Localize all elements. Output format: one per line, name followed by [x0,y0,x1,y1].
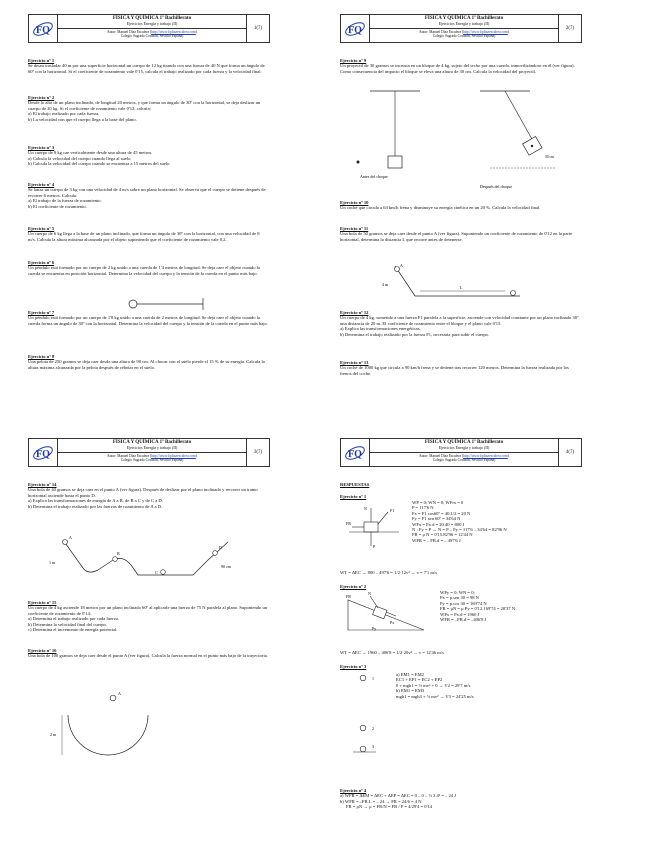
exercise-part-a: a) Determina el trabajo realizado por cada fuerza. [28,616,120,622]
answers-title: RESPUESTAS [340,482,370,487]
exercise-9 [340,58,580,74]
exercise-part-a: a) Explica las transformaciones de energía de A a B, de B a C y de C a D. [28,498,163,504]
exercise-8 [28,354,268,370]
exercise-title: Ejercicio nº 7 [28,310,55,315]
svg-text:N: N [364,506,367,511]
exercise-title: Ejercicio nº 1 [28,58,55,63]
author-prefix: Autor: Manuel Díaz Escalera ( [107,30,152,34]
exercise-1 [28,58,268,74]
answer-2-lines: WPy = 0; WN = 0; Px = p.sen 30 = 98 N Py = p.cos 30 = 169'74 N FR = μN = μ Py = 0'12.169'74 = 20'37 N WPx = Px.d = 1960 J WFR = –FR.d = –406'8 J [440,590,516,623]
answer-2-incline-diagram [344,590,434,638]
height-label: 30 cm [545,155,554,159]
exercise-7 [28,310,268,326]
exercise-title: Ejercicio nº 8 [28,354,55,359]
exercise-part-a: a) El trabajo realizado por cada fuerza. [28,111,100,117]
answer-1 [340,494,580,575]
school: Colegio Sagrado Corazón, Sevilla (España) [120,34,184,39]
page-number: 4(7) [558,439,581,466]
svg-text:P: P [373,544,376,549]
point-d-label: D [219,545,222,550]
exercise-12 [340,310,580,337]
exercise-text: Un cuerpo de 4 kg, sometido a una fuerza F1 paralela a la superficie, asciende con velocidad constante por un plano inclinado 30º una distancia de 20 m. El coeficiente de rozamiento entre el bloque y el plano vale 0'15. [340,315,579,326]
exercise-15 [28,600,268,632]
exercise-14 [28,482,268,509]
svg-text:Px: Px [390,620,395,625]
height-2-label: 90 cm [221,564,231,569]
after-label: Después del choque [480,184,512,189]
exercise-16 [28,648,268,659]
exercise-part-a: a) Explica las transformaciones energéticas. [340,326,421,332]
exercise-title: Ejercicio nº 3 [28,145,55,150]
answer-title: Ejercicio nº 2 [340,584,367,589]
exercise-5 [28,226,268,242]
exercise-title: Ejercicio nº 10 [340,200,369,205]
author-link[interactable]: http://www.fqdiazescalera.com [463,454,508,458]
svg-text:FR: FR [346,594,351,599]
point-c-label: C [155,570,158,575]
header-subtitle: Ejercicios Energía y trabajo (II) [438,444,490,450]
exercise-text: Se lanza un cuerpo de 3 kg con una velocidad de 4 m/s sobre un plano horizontal. Se observa que el cuerpo se detiene después de recorrer 6 metros. Calcula: [28,187,266,198]
answer-title: Ejercicio nº 4 [340,788,367,793]
header-title: FÍSICA Y QUÍMICA 1º Bachillerato [112,440,192,445]
exercise-6 [28,260,268,276]
exercise-2 [28,95,268,122]
point-a-label: A [69,535,72,540]
exercise-text: Un cuerpo de 4 kg asciende 18 metros por un plano inclinado 60º al aplicarle una fuerza de 75 N paralela al plano. Suponiendo un coeficiente de rozamiento de 0'14: [28,605,268,616]
height-1-label: 1 m [49,560,56,565]
author-link[interactable]: http://www.fqdiazescalera.com [151,30,196,34]
incline-ball-figure [380,261,530,306]
page-number: 1(7) [246,15,269,42]
exercise-text: Un péndulo está formado por un cuerpo de 1'8 kg unido a una cuerda de 2 metros de longitud. Se deja caer el objeto cuando la cuerda forma un ángulo de 30º con la horizontal. Determina la velocidad del cuerpo y la tensión de la cuerda en el punto más bajo. [28,315,268,326]
author-prefix: Autor: Manuel Díaz Escalera ( [107,454,152,458]
svg-text:1: 1 [372,676,374,681]
exercise-text: Una bola de 40 gramos se deja caer en el punto A (ver figura). Después de deslizar por el plano inclinado y recorrer un tramo horizontal asciende hasta el punto D. [28,487,258,498]
exercise-title: Ejercicio nº 15 [28,600,57,605]
exercise-text: Un coche de 1000 kg que circula a 90 km/h frena y se detiene tras recorrer 120 metros. Determina la fuerza realizada por los frenos del coche. [340,365,569,376]
exercise-text: Un coche que circula a 63 km/h frena y disminuye su energía cinética en un 20 %. Calcula la velocidad final. [340,205,541,211]
exercise-3 [28,145,268,167]
exercise-title: Ejercicio nº 6 [28,260,55,265]
exercise-text: Un proyectil de 30 gramos se incrusta en un bloque de 4 kg, sujeto del techo por una cuerda, inmovilizándose en él (ver figura). Como consecuencia del impacto el bloque se eleva una altura de 30 cm. Calcula la velocidad del proyectil. [340,63,575,74]
exercise-part-c: c) Determina el incremento de energía potencial. [28,627,118,633]
exercise-text: Una pelota de 250 gramos se deja caer desde una altura de 90 cm. Al chocar con el suelo pierde el 15 % de su energía. Calcula la altura máxima alcanzada por la pelota después de rebotar en el suelo. [28,359,265,370]
fq-logo [341,439,370,466]
exercise-10 [340,200,580,211]
exercise-part-b: b) Determina el trabajo realizado por las fuerzas de rozamiento de A a D. [28,503,163,509]
exercise-4 [28,182,268,209]
height-label: 4 m [382,282,389,287]
fq-logo [29,15,58,42]
point-a-label: A [118,691,121,696]
fq-logo [341,15,370,42]
exercise-text: Se desea trasladar 40 m por una superficie horizontal un cuerpo de 12 kg tirando con una fuerza de 40 N que forma un ángulo de 60º con la horizontal. Si el coeficiente de rozamiento vale 0'15, calcula el trabajo realizado por cada fuerza y la velocidad final. [28,63,265,74]
answer-1-force-diagram [344,502,404,552]
svg-text:FQ: FQ [348,448,362,460]
exercise-part-b: b) El coeficiente de rozamiento. [28,203,87,209]
author-suffix: ) [507,454,509,458]
page-header [28,14,270,43]
exercise-title: Ejercicio nº 4 [28,182,55,187]
exercise-title: Ejercicio nº 11 [340,226,369,231]
author-suffix: ) [195,30,197,34]
exercise-text: Un péndulo está formado por un cuerpo de 2 kg unido a una cuerda de 1'4 metros de longitud. Se deja caer el objeto cuando la cuerda se encuentra en posición horizontal. Determina la velocidad del cuerpo y la tensión de la cuerda en el punto más bajo. [28,265,260,276]
exercise-title: Ejercicio nº 5 [28,226,55,231]
answer-2 [340,584,580,655]
half-pipe-figure [48,688,168,778]
school: Colegio Sagrado Corazón, Sevilla (España) [432,458,496,463]
answer-3-drop-diagram [348,672,388,762]
answer-4: Ejercicio nº 4 a) WFR = ΔEM = ΔEC + ΔEP = ΔEC = 0 – 0 – ½ 3.4² = – 24 J b) WFR = –FR.L = – 24 → FR = 24/6 = 4 N FR = μN → μ = FR/N = FR / P = 4/29'4 = 0'14 [340,788,580,810]
exercise-text: Un cuerpo de 8 kg cae verticalmente desde una altura de 45 metros. [28,150,153,156]
exercise-text: Desde lo alto de un plano inclinado, de longitud 20 metros, y que forma un ángulo de 30º con la horizontal, se deja deslizar un cuerpo de 20 kg. Si el coeficiente de rozamiento vale 0'12, calcula: [28,100,261,111]
point-b-label: B [117,551,120,556]
exercise-title: Ejercicio nº 13 [340,360,369,365]
ballistic-pendulum-figure [350,86,580,196]
header-subtitle: Ejercicios Energía y trabajo (II) [126,20,178,26]
answer-2-final: WT = ΔEC → 1960 – 406'8 = 1/2·20v² → v = 12'46 m/s [340,650,444,655]
svg-text:N: N [368,591,371,596]
svg-text:2: 2 [372,726,374,731]
svg-text:FR: FR [346,521,351,526]
exercise-text: Una bola de 50 gramos se deja caer desde el punto A (ver figura). Suponiendo un coeficiente de rozamiento de 0'12 en la parte horizontal, determina la distancia L que recorre antes de detenerse. [340,231,573,242]
exercise-part-b: b) Calcula la velocidad del cuerpo cuando se encuentra a 15 metros del suelo. [28,161,171,167]
header-subtitle: Ejercicios Energía y trabajo (II) [126,444,178,450]
author-suffix: ) [507,30,509,34]
svg-text:3: 3 [372,744,374,749]
track-figure [43,530,243,590]
page-header [28,438,270,467]
author-suffix: ) [195,454,197,458]
page-header [340,14,582,43]
exercise-11 [340,226,580,242]
answer-1-final: WT = ΔEC → 800 – 497'6 = 1/2·12v² → v = 7'1 m/s [340,570,437,575]
page-number: 3(7) [246,439,269,466]
author-prefix: Autor: Manuel Díaz Escalera ( [419,30,464,34]
answer-1-lines: WP = 0; WN = 0; WFrx = 0 P = 117'6 N Fx = F1 cos60º = 40.1/2 = 20 N Fy = F1 sen 60º = 34'64 N WFx = Fx.d = 20.40 = 800 J N : Fy = P → N = P – Fy = 117'6 – 34'64 = 82'96 N FR = μ N = 0'15.82'96 = 12'44 N WFR = – FR.d = – 497'6 J [412,500,507,543]
exercise-13 [340,360,580,376]
exercise-part-b: b) Determina el trabajo realizado por la fuerza F1, necesaria para subir el cuerpo. [340,331,490,337]
distance-label: L [460,285,463,290]
exercise-part-a: a) Calcula la velocidad del cuerpo cuando llega al suelo. [28,155,132,161]
exercise-title: Ejercicio nº 2 [28,95,55,100]
page-4 [340,438,630,828]
page-2 [340,14,630,404]
school: Colegio Sagrado Corazón, Sevilla (España) [120,458,184,463]
exercise-part-a: a) El trabajo de la fuerza de rozamiento. [28,198,102,204]
svg-text:FQ: FQ [36,24,50,36]
school: Colegio Sagrado Corazón, Sevilla (España) [432,34,496,39]
header-title: FÍSICA Y QUÍMICA 1º Bachillerato [112,16,192,21]
exercise-part-b: b) Determina la velocidad final del cuerpo. [28,621,107,627]
svg-text:Py: Py [372,626,377,631]
header-subtitle: Ejercicios Energía y trabajo (II) [438,20,490,26]
svg-text:FQ: FQ [36,448,50,460]
exercise-text: Un cuerpo de 6 kg llega a la base de un plano inclinado, que forma un ángulo de 30º con la horizontal, con una velocidad de 8 m/s. Calcula la altura máxima alcanzada por el objeto suponiendo que el coeficiente de rozamiento vale 0,2. [28,231,260,242]
answer-title: Ejercicio nº 3 [340,664,367,669]
exercise-title: Ejercicio nº 16 [28,648,57,653]
height-label: 2 m [50,732,57,737]
point-a-label: A [400,263,403,268]
exercise-part-b: b) La velocidad con que el cuerpo llega a la base del plano. [28,116,137,122]
author-link[interactable]: http://www.fqdiazescalera.com [463,30,508,34]
exercise-title: Ejercicio nº 9 [340,58,367,63]
header-title: FÍSICA Y QUÍMICA 1º Bachillerato [424,16,504,21]
before-label: Antes del choque [360,174,388,179]
author-link[interactable]: http://www.fqdiazescalera.com [151,454,196,458]
svg-text:FQ: FQ [348,24,362,36]
exercise-title: Ejercicio nº 12 [340,310,369,315]
answer-title: Ejercicio nº 1 [340,494,367,499]
exercise-title: Ejercicio nº 14 [28,482,57,487]
page-header [340,438,582,467]
header-title: FÍSICA Y QUÍMICA 1º Bachillerato [424,440,504,445]
page-3 [28,438,318,828]
page-number: 2(7) [558,15,581,42]
svg-text:F1: F1 [390,508,395,513]
page-1 [28,14,318,404]
author-prefix: Autor: Manuel Díaz Escalera ( [419,454,464,458]
answer-3 [340,664,580,749]
exercise-text: Una bola de 100 gramos se deja caer desde el punto A (ver figura). Calcula la fuerza normal en el punto más bajo de la trayectoria. [28,653,268,659]
answer-3-lines: a) EM1 = EM2 EC1 + EP1 = EC2 + EP2 0 + mgh1 = ½ mv² + 0 → V2 = 29'7 m/s b) EM1 = EM3 mgh1 = mgh3 + ½ mv² → V3 = 24'25 m/s [396,672,474,699]
fq-logo [29,439,58,466]
